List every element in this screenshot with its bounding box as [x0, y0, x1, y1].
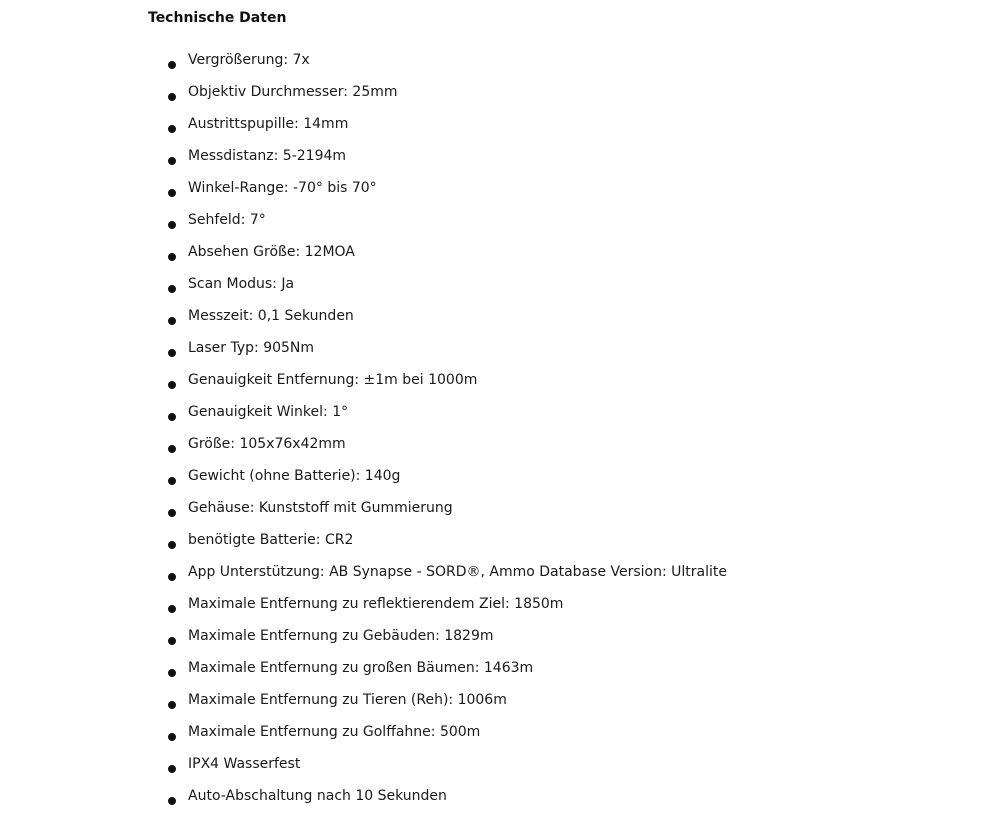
bullet-icon [168, 349, 176, 357]
bullet-icon [168, 669, 176, 677]
spec-item [0, 273, 985, 305]
bullet-icon [168, 285, 176, 293]
spec-text: Größe: 105x76x42mm [188, 436, 346, 452]
bullet-icon [168, 797, 176, 805]
spec-item [0, 305, 985, 337]
spec-text: Genauigkeit Winkel: 1° [188, 404, 349, 420]
spec-text: Gewicht (ohne Batterie): 140g [188, 468, 401, 484]
spec-list [0, 49, 985, 817]
bullet-icon [168, 189, 176, 197]
bullet-icon [168, 157, 176, 165]
spec-text: IPX4 Wasserfest [188, 756, 301, 772]
spec-item [0, 529, 985, 561]
spec-item [0, 753, 985, 785]
spec-item [0, 721, 985, 753]
bullet-icon [168, 125, 176, 133]
bullet-icon [168, 221, 176, 229]
spec-text: Laser Typ: 905Nm [188, 340, 315, 356]
spec-item [0, 145, 985, 177]
spec-text: Messzeit: 0,1 Sekunden [188, 308, 354, 324]
spec-text: Maximale Entfernung zu Tieren (Reh): 1006m [188, 692, 507, 708]
bullet-icon [168, 413, 176, 421]
spec-text: benötigte Batterie: CR2 [188, 532, 354, 548]
bullet-icon [168, 445, 176, 453]
spec-item [0, 401, 985, 433]
spec-item [0, 625, 985, 657]
spec-item [0, 241, 985, 273]
spec-text: App Unterstützung: AB Synapse - SORD®, Ammo Database Version: Ultralite [188, 564, 727, 580]
section-title: Technische Daten [148, 10, 287, 26]
spec-text: Winkel-Range: -70° bis 70° [188, 180, 377, 196]
spec-item [0, 49, 985, 81]
spec-text: Gehäuse: Kunststoff mit Gummierung [188, 500, 453, 516]
spec-text: Vergrößerung: 7x [188, 52, 310, 68]
spec-text: Austrittspupille: 14mm [188, 116, 349, 132]
spec-text: Maximale Entfernung zu Gebäuden: 1829m [188, 628, 494, 644]
spec-text: Absehen Größe: 12MOA [188, 244, 355, 260]
bullet-icon [168, 477, 176, 485]
bullet-icon [168, 701, 176, 709]
spec-item [0, 657, 985, 689]
spec-text: Messdistanz: 5-2194m [188, 148, 347, 164]
spec-item [0, 689, 985, 721]
bullet-icon [168, 381, 176, 389]
spec-text: Scan Modus: Ja [188, 276, 295, 292]
bullet-icon [168, 733, 176, 741]
bullet-icon [168, 637, 176, 645]
bullet-icon [168, 509, 176, 517]
spec-item [0, 465, 985, 497]
bullet-icon [168, 541, 176, 549]
spec-item [0, 785, 985, 817]
spec-item [0, 593, 985, 625]
spec-text: Maximale Entfernung zu großen Bäumen: 1463m [188, 660, 534, 676]
spec-text: Genauigkeit Entfernung: ±1m bei 1000m [188, 372, 478, 388]
bullet-icon [168, 605, 176, 613]
spec-text: Auto-Abschaltung nach 10 Sekunden [188, 788, 447, 804]
spec-text: Sehfeld: 7° [188, 212, 266, 228]
spec-item [0, 561, 985, 593]
bullet-icon [168, 253, 176, 261]
spec-item [0, 113, 985, 145]
spec-text: Objektiv Durchmesser: 25mm [188, 84, 398, 100]
spec-item [0, 81, 985, 113]
spec-item [0, 497, 985, 529]
spec-text: Maximale Entfernung zu Golffahne: 500m [188, 724, 481, 740]
spec-item [0, 433, 985, 465]
bullet-icon [168, 93, 176, 101]
spec-item [0, 209, 985, 241]
spec-text: Maximale Entfernung zu reflektierendem Ziel: 1850m [188, 596, 564, 612]
spec-item [0, 337, 985, 369]
bullet-icon [168, 317, 176, 325]
bullet-icon [168, 61, 176, 69]
bullet-icon [168, 573, 176, 581]
spec-item [0, 177, 985, 209]
spec-item [0, 369, 985, 401]
bullet-icon [168, 765, 176, 773]
